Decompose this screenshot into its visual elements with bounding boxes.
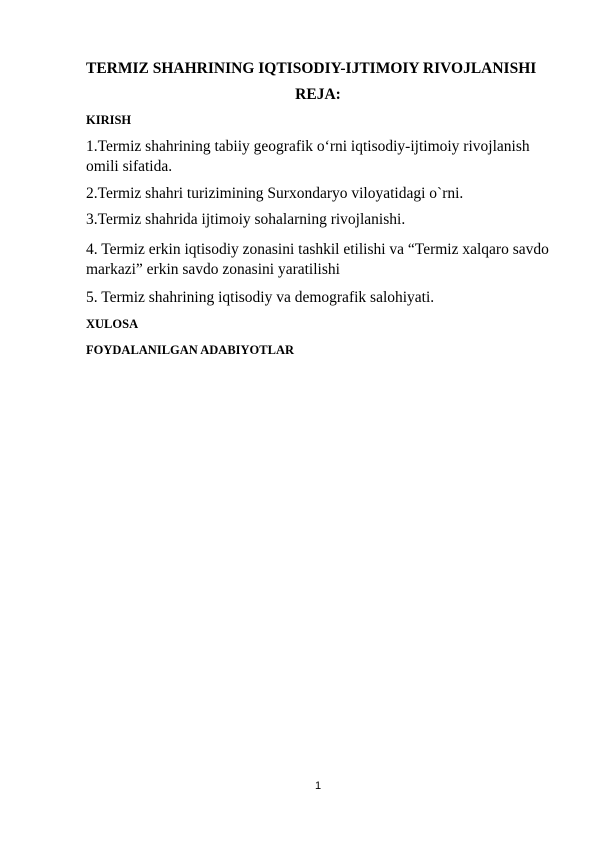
plan-item-3: 3.Termiz shahrida ijtimoiy sohalarning rivojlanishi. <box>86 211 406 228</box>
intro-heading: KIRISH <box>86 113 132 127</box>
plan-item-4: 4. Termiz erkin iqtisodiy zonasini tashkil etilishi va “Termiz xalqaro savdo markazi” erkin savdo zonasini yaratilishi <box>86 241 549 278</box>
plan-item-1: 1.Termiz shahrining tabiiy geografik o‘rni iqtisodiy-ijtimoiy rivojlanish omili sifatida. <box>86 138 530 175</box>
plan-heading: REJA: <box>295 86 341 103</box>
plan-item-5: 5. Termiz shahrining iqtisodiy va demografik salohiyati. <box>86 289 435 306</box>
conclusion-heading: XULOSA <box>86 317 139 331</box>
page-number: 1 <box>314 780 322 792</box>
references-heading: FOYDALANILGAN ADABIYOTLAR <box>86 343 295 357</box>
document-title: TERMIZ SHAHRINING IQTISODIY-IJTIMOIY RIVOJLANISHI <box>86 60 537 77</box>
plan-item-2: 2.Termiz shahri turizimining Surxondaryo viloyatidagi o`rni. <box>86 185 464 202</box>
